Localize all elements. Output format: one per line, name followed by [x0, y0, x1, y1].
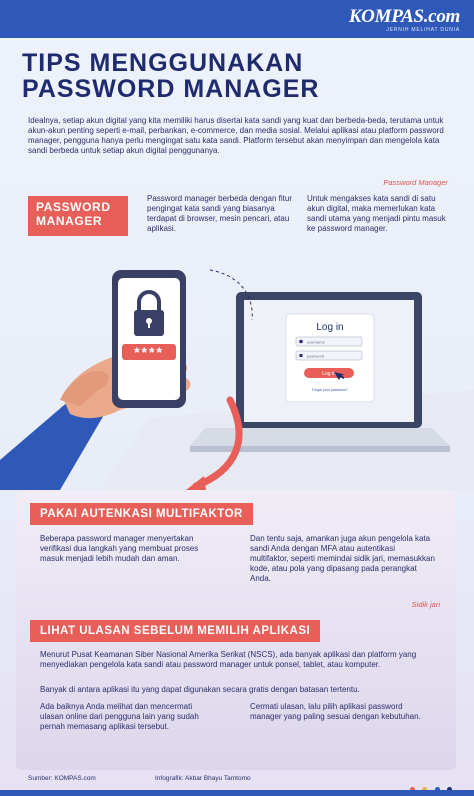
- username-label: username: [307, 339, 325, 345]
- lock-small-icon: [300, 354, 303, 357]
- mfa-text-1: Beberapa password manager menyertakan verifikasi dua langkah yang membuat proses masuk menjadi lebih mudah dan aman.: [40, 534, 199, 563]
- badge-line-2: MANAGER: [36, 214, 103, 228]
- brand-logo[interactable]: KOMPAS.com: [348, 6, 460, 27]
- badge-line-1: PASSWORD: [36, 200, 111, 214]
- illustration-caption: Password Manager: [383, 178, 448, 187]
- password-manager-text-2: Untuk mengakses kata sandi di satu akun digital, maka memerlukan kata sandi utama yang menjadi pintu masuk ke password manager.: [307, 194, 446, 233]
- brand-tagline: JERNIH MELIHAT DUNIA: [386, 27, 460, 33]
- password-label: password: [307, 353, 325, 359]
- password-manager-text-1: Password manager berbeda dengan fitur pengingat kata sandi yang biasanya terdapat di browser, mesin pencari, atau aplikasi.: [147, 194, 292, 233]
- title-line-1: TIPS MENGGUNAKAN: [22, 49, 304, 77]
- footer-source: Sumber: KOMPAS.com: [28, 775, 96, 782]
- bottom-bar: [0, 790, 474, 796]
- reviews-text-4: Cermati ulasan, lalu pilih aplikasi password manager yang paling sesuai dengan kebutuhan.: [250, 702, 421, 721]
- phone-screen: [118, 278, 180, 400]
- pin-mask: ****: [134, 344, 164, 360]
- title-line-2: PASSWORD MANAGER: [22, 75, 320, 103]
- top-bar: [0, 0, 474, 38]
- fingerprint-caption: Sidik jari: [411, 600, 440, 609]
- reviews-text-2: Banyak di antara aplikasi itu yang dapat digunakan secara gratis dengan batasan tertentu.: [40, 685, 360, 694]
- intro-paragraph: Idealnya, setiap akun digital yang kita memiliki harus disertai kata sandi yang kuat dan berbeda-beda, terutama untuk akun-akun penting seperti e-mail, perbankan, e-commerce, dan media sosial. Melalui aplikasi atau platform password manager, pengguna hanya perlu mengingat satu kata sandi. Platform tersebut akan menyimpan dan mengelola kata sandi berbeda untuk setiap akun digital penggunanya.: [28, 116, 444, 155]
- footer-credit: Infografik: Akbar Bhayu Tamtomo: [155, 775, 251, 782]
- reviews-text-1: Menurut Pusat Keamanan Siber Nasional Amerika Serikat (NSCS), ada banyak aplikasi dan platform yang menyediakan pengelola kata sandi atau password manager untuk ponsel, tablet, atau komputer.: [40, 650, 417, 669]
- page-title: [22, 50, 319, 102]
- login-button-label: Log in: [322, 371, 336, 377]
- password-field[interactable]: [296, 351, 362, 360]
- forgot-password-link[interactable]: Forgot your password?: [312, 388, 348, 392]
- user-icon: [299, 340, 303, 344]
- section-heading-mfa: PAKAI AUTENKASI MULTIFAKTOR: [30, 503, 253, 525]
- username-field[interactable]: [296, 337, 362, 346]
- login-title: Log in: [316, 322, 344, 333]
- password-manager-badge: [28, 196, 128, 236]
- reviews-text-3: Ada baiknya Anda melihat dan mencermati ulasan online dari pengguna lain yang sudah pernah memasang aplikasi tersebut.: [40, 702, 199, 731]
- password-manager-illustration: [0, 250, 474, 490]
- laptop-base: [190, 428, 450, 446]
- mfa-text-2: Dan tentu saja, amankan juga akun pengelola kata sandi Anda dengan MFA atau autentikasi multifaktor, seperti memindai sidik jari, memasukkan kode, atau pola yang dipasang pada perangkat Anda.: [250, 534, 435, 583]
- section-heading-reviews: LIHAT ULASAN SEBELUM MEMILIH APLIKASI: [30, 620, 320, 642]
